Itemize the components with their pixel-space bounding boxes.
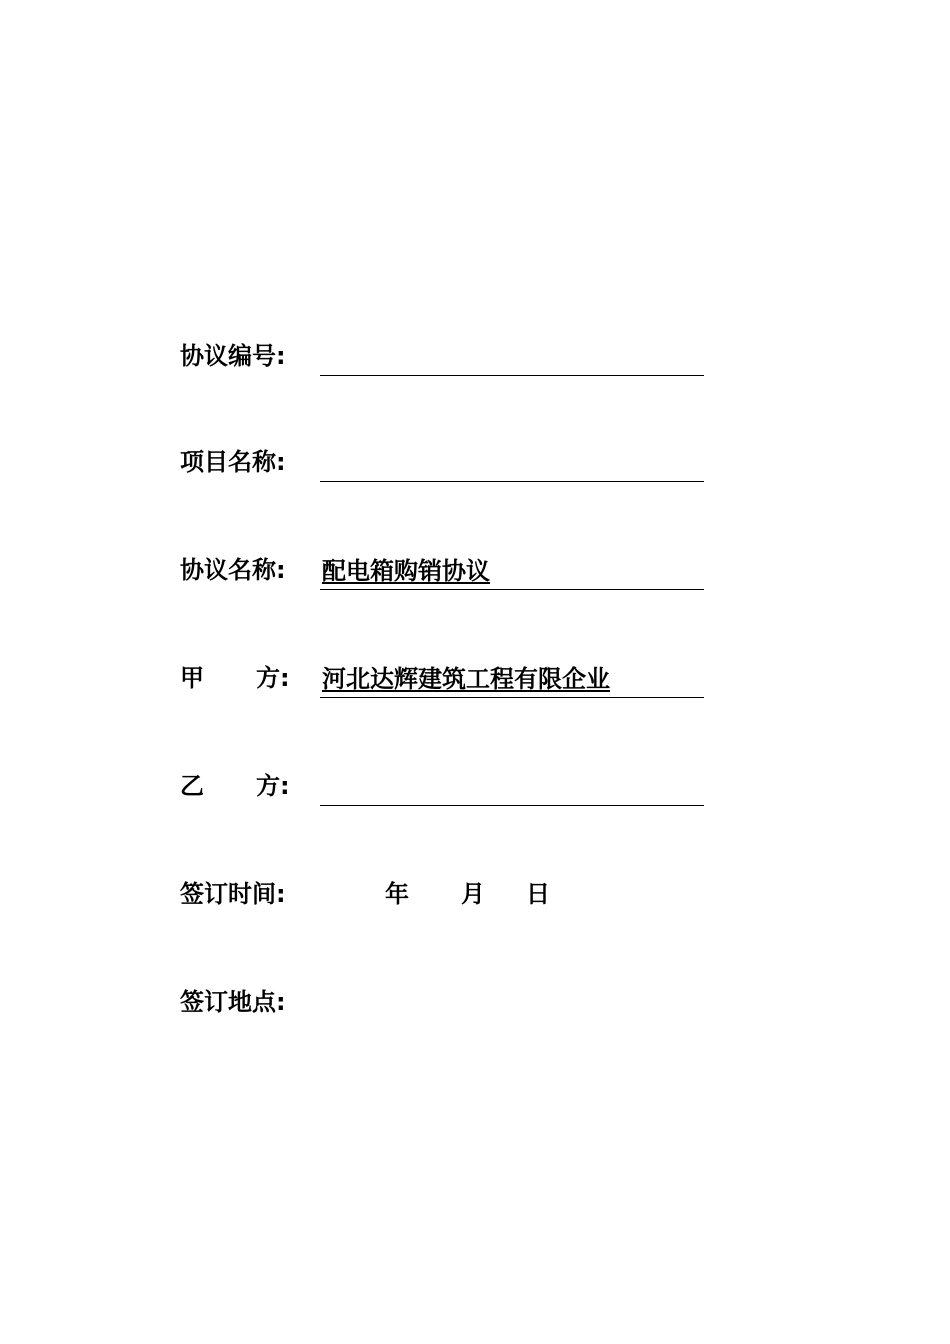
- project-name-row: [180, 446, 720, 482]
- contract-no-label: 协议编号:: [180, 342, 286, 370]
- sign-place-label: 签订地点:: [180, 988, 286, 1016]
- month-label: 月: [461, 880, 485, 908]
- day-label: 日: [526, 880, 550, 908]
- project-name-label: 项目名称:: [180, 448, 286, 476]
- contract-no-field[interactable]: [320, 341, 704, 376]
- party-a-label-first: 甲: [180, 664, 204, 692]
- contract-name-row: [180, 554, 720, 590]
- contract-no-row: [180, 340, 720, 376]
- sign-time-label: 签订时间:: [180, 880, 286, 908]
- contract-name-label: 协议名称:: [180, 556, 286, 584]
- party-b-label-second: 方:: [256, 772, 290, 800]
- party-a-field[interactable]: [320, 663, 704, 698]
- party-a-row: [180, 662, 720, 698]
- party-b-label-first: 乙: [180, 772, 204, 800]
- year-label: 年: [385, 880, 409, 908]
- project-name-field[interactable]: [320, 447, 704, 482]
- party-a-value: 河北达辉建筑工程有限企业: [322, 665, 610, 693]
- sign-place-row: [180, 986, 720, 1022]
- sign-time-row: [180, 878, 720, 914]
- party-a-label-second: 方:: [256, 664, 290, 692]
- party-b-row: [180, 770, 720, 806]
- party-b-field[interactable]: [320, 771, 704, 806]
- contract-name-value: 配电箱购销协议: [322, 557, 490, 585]
- contract-name-field[interactable]: [320, 555, 704, 590]
